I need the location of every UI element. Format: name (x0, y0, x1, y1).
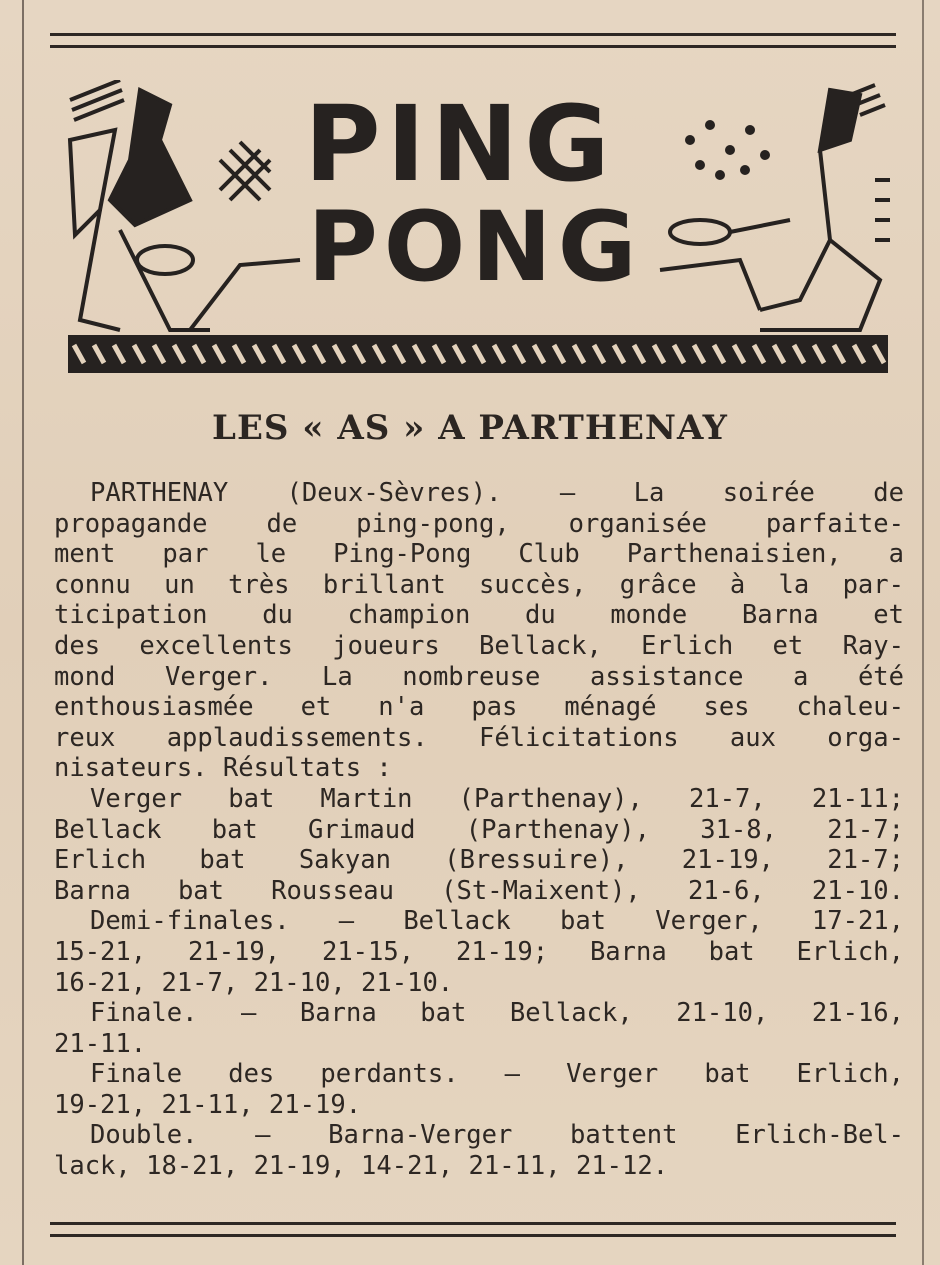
table-net (68, 335, 888, 373)
column-rule-right (922, 0, 924, 1265)
top-rule (50, 33, 896, 36)
result-line: Finale. — Barna bat Bellack, 21-10, 21-16, (90, 998, 904, 1029)
top-rule-inner (50, 45, 896, 48)
article-line: reux applaudissements. Félicitations aux orga- (54, 722, 904, 753)
article-headline: LES « AS » A PARTHENAY (212, 408, 728, 448)
bottom-rule (50, 1222, 896, 1225)
result-line: lack, 18-21, 21-19, 14-21, 21-11, 21-12. (54, 1151, 669, 1182)
article-line: mond Verger. La nombreuse assistance a été (54, 661, 904, 692)
result-line: Finale des perdants. — Verger bat Erlich, (90, 1059, 904, 1090)
ping-pong-illustration (60, 80, 890, 385)
result-line: Erlich bat Sakyan (Bressuire), 21-19, 21-7; (54, 845, 904, 876)
banner-word-ping: PING (304, 83, 616, 205)
bottom-rule-inner (50, 1234, 896, 1237)
ping-pong-banner (60, 80, 890, 385)
result-line: Barna bat Rousseau (St-Maixent), 21-6, 21-10. (54, 875, 904, 906)
left-player-figure (70, 80, 300, 330)
article-line: nisateurs. Résultats : (54, 753, 392, 784)
result-line: Bellack bat Grimaud (Parthenay), 31-8, 21-7; (54, 814, 904, 845)
article-line: des excellents joueurs Bellack, Erlich et Ray- (54, 630, 904, 661)
result-line: Double. — Barna-Verger battent Erlich-Bel- (90, 1120, 904, 1151)
result-line: 16-21, 21-7, 21-10, 21-10. (54, 967, 454, 998)
article-line: propagande de ping-pong, organisée parfaite- (54, 508, 904, 539)
article-body (54, 478, 904, 1182)
article-line: connu un très brillant succès, grâce à la par- (54, 569, 904, 600)
column-rule-left (22, 0, 24, 1265)
banner-word-pong: PONG (307, 191, 643, 303)
article-line: enthousiasmée et n'a pas ménagé ses chaleu- (54, 692, 904, 723)
right-player-figure (660, 85, 890, 330)
result-line: Demi-finales. — Bellack bat Verger, 17-21, (90, 906, 904, 937)
result-line: Verger bat Martin (Parthenay), 21-7, 21-11; (90, 783, 904, 814)
article-line: ticipation du champion du monde Barna et (54, 600, 904, 631)
result-line: 15-21, 21-19, 21-15, 21-19; Barna bat Erlich, (54, 936, 904, 967)
result-line: 21-11. (54, 1028, 147, 1059)
article-line: ment par le Ping-Pong Club Parthenaisien, a (54, 539, 904, 570)
article-line: PARTHENAY (Deux-Sèvres). — La soirée de (90, 478, 904, 508)
result-line: 19-21, 21-11, 21-19. (54, 1089, 362, 1120)
